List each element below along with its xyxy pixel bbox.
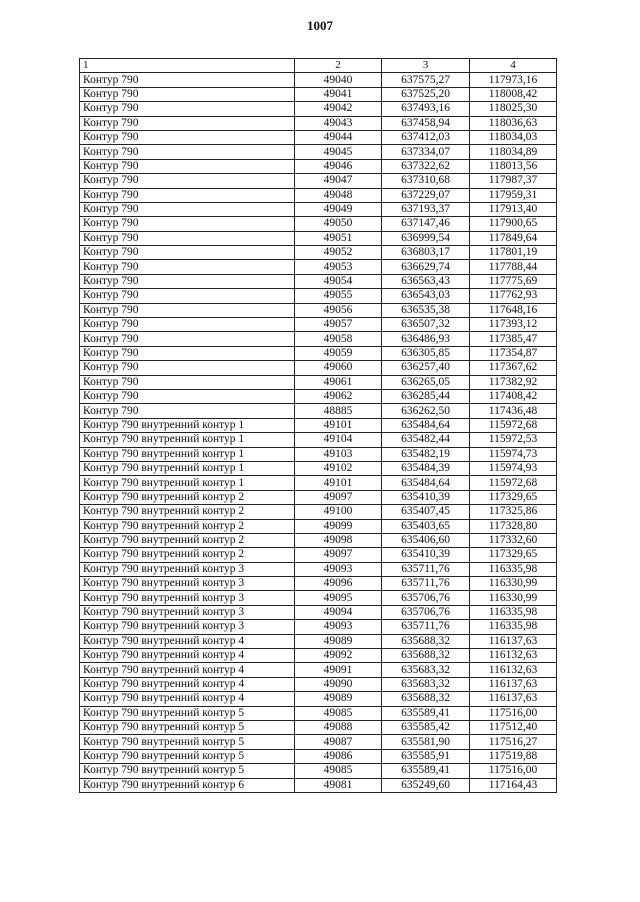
point-number-cell: 49085 xyxy=(295,706,382,720)
y-coordinate-cell: 116137,63 xyxy=(470,634,557,648)
header-col-2: 2 xyxy=(295,59,382,73)
x-coordinate-cell: 636305,85 xyxy=(382,346,470,360)
x-coordinate-cell: 637412,03 xyxy=(382,130,470,144)
contour-name-cell: Контур 790 внутренний контур 5 xyxy=(80,706,295,720)
x-coordinate-cell: 637147,46 xyxy=(382,217,470,231)
x-coordinate-cell: 636535,38 xyxy=(382,303,470,317)
contour-name-cell: Контур 790 xyxy=(80,318,295,332)
contour-name-cell: Контур 790 xyxy=(80,246,295,260)
point-number-cell: 49094 xyxy=(295,605,382,619)
point-number-cell: 49098 xyxy=(295,533,382,547)
x-coordinate-cell: 636486,93 xyxy=(382,332,470,346)
y-coordinate-cell: 117382,92 xyxy=(470,375,557,389)
y-coordinate-cell: 117973,16 xyxy=(470,73,557,87)
point-number-cell: 49056 xyxy=(295,303,382,317)
point-number-cell: 49089 xyxy=(295,634,382,648)
x-coordinate-cell: 635711,76 xyxy=(382,562,470,576)
table-row xyxy=(80,188,557,202)
x-coordinate-cell: 636999,54 xyxy=(382,231,470,245)
y-coordinate-cell: 115972,68 xyxy=(470,418,557,432)
point-number-cell: 49088 xyxy=(295,720,382,734)
contour-name-cell: Контур 790 xyxy=(80,375,295,389)
table-row xyxy=(80,461,557,475)
y-coordinate-cell: 117913,40 xyxy=(470,202,557,216)
x-coordinate-cell: 635585,91 xyxy=(382,749,470,763)
point-number-cell: 49053 xyxy=(295,260,382,274)
x-coordinate-cell: 637310,68 xyxy=(382,174,470,188)
coordinates-table xyxy=(79,58,557,793)
contour-name-cell: Контур 790 внутренний контур 5 xyxy=(80,735,295,749)
contour-name-cell: Контур 790 внутренний контур 3 xyxy=(80,562,295,576)
x-coordinate-cell: 635410,39 xyxy=(382,548,470,562)
contour-name-cell: Контур 790 xyxy=(80,289,295,303)
contour-name-cell: Контур 790 xyxy=(80,174,295,188)
x-coordinate-cell: 635706,76 xyxy=(382,591,470,605)
y-coordinate-cell: 117959,31 xyxy=(470,188,557,202)
contour-name-cell: Контур 790 xyxy=(80,231,295,245)
table-row xyxy=(80,346,557,360)
point-number-cell: 49091 xyxy=(295,663,382,677)
table-row xyxy=(80,289,557,303)
y-coordinate-cell: 117512,40 xyxy=(470,720,557,734)
contour-name-cell: Контур 790 внутренний контур 4 xyxy=(80,649,295,663)
contour-name-cell: Контур 790 внутренний контур 2 xyxy=(80,490,295,504)
x-coordinate-cell: 636265,05 xyxy=(382,375,470,389)
point-number-cell: 49086 xyxy=(295,749,382,763)
table-row xyxy=(80,490,557,504)
point-number-cell: 49041 xyxy=(295,87,382,101)
table-row xyxy=(80,706,557,720)
x-coordinate-cell: 635585,42 xyxy=(382,720,470,734)
header-col-1: 1 xyxy=(80,59,295,73)
x-coordinate-cell: 637193,37 xyxy=(382,202,470,216)
table-row xyxy=(80,720,557,734)
contour-name-cell: Контур 790 внутренний контур 1 xyxy=(80,418,295,432)
point-number-cell: 49060 xyxy=(295,361,382,375)
point-number-cell: 49103 xyxy=(295,447,382,461)
x-coordinate-cell: 635484,64 xyxy=(382,476,470,490)
table-row xyxy=(80,87,557,101)
contour-name-cell: Контур 790 внутренний контур 4 xyxy=(80,663,295,677)
point-number-cell: 49062 xyxy=(295,389,382,403)
table-row xyxy=(80,404,557,418)
point-number-cell: 49044 xyxy=(295,130,382,144)
contour-name-cell: Контур 790 xyxy=(80,303,295,317)
table-body xyxy=(80,73,557,793)
x-coordinate-cell: 635589,41 xyxy=(382,706,470,720)
table-row xyxy=(80,577,557,591)
point-number-cell: 49093 xyxy=(295,620,382,634)
table-row xyxy=(80,318,557,332)
table-row xyxy=(80,73,557,87)
y-coordinate-cell: 116330,99 xyxy=(470,591,557,605)
point-number-cell: 49096 xyxy=(295,577,382,591)
table-row xyxy=(80,634,557,648)
x-coordinate-cell: 636629,74 xyxy=(382,260,470,274)
contour-name-cell: Контур 790 внутренний контур 2 xyxy=(80,533,295,547)
y-coordinate-cell: 117801,19 xyxy=(470,246,557,260)
contour-name-cell: Контур 790 xyxy=(80,389,295,403)
y-coordinate-cell: 116335,98 xyxy=(470,562,557,576)
point-number-cell: 49100 xyxy=(295,505,382,519)
point-number-cell: 49055 xyxy=(295,289,382,303)
table-row xyxy=(80,202,557,216)
contour-name-cell: Контур 790 внутренний контур 2 xyxy=(80,505,295,519)
table-row xyxy=(80,375,557,389)
contour-name-cell: Контур 790 xyxy=(80,188,295,202)
point-number-cell: 48885 xyxy=(295,404,382,418)
contour-name-cell: Контур 790 внутренний контур 3 xyxy=(80,577,295,591)
point-number-cell: 49042 xyxy=(295,102,382,116)
x-coordinate-cell: 635407,45 xyxy=(382,505,470,519)
contour-name-cell: Контур 790 внутренний контур 1 xyxy=(80,433,295,447)
x-coordinate-cell: 635410,39 xyxy=(382,490,470,504)
table-header xyxy=(80,59,557,73)
table-row xyxy=(80,663,557,677)
contour-name-cell: Контур 790 xyxy=(80,159,295,173)
table-row xyxy=(80,476,557,490)
contour-name-cell: Контур 790 внутренний контур 2 xyxy=(80,519,295,533)
y-coordinate-cell: 117329,65 xyxy=(470,490,557,504)
y-coordinate-cell: 117367,62 xyxy=(470,361,557,375)
x-coordinate-cell: 637322,62 xyxy=(382,159,470,173)
contour-name-cell: Контур 790 внутренний контур 4 xyxy=(80,677,295,691)
x-coordinate-cell: 637334,07 xyxy=(382,145,470,159)
y-coordinate-cell: 117519,88 xyxy=(470,749,557,763)
x-coordinate-cell: 636285,44 xyxy=(382,389,470,403)
contour-name-cell: Контур 790 xyxy=(80,202,295,216)
x-coordinate-cell: 636262,50 xyxy=(382,404,470,418)
contour-name-cell: Контур 790 xyxy=(80,361,295,375)
table-row xyxy=(80,778,557,792)
contour-name-cell: Контур 790 xyxy=(80,404,295,418)
point-number-cell: 49087 xyxy=(295,735,382,749)
page-number: 1007 xyxy=(307,18,333,33)
x-coordinate-cell: 636563,43 xyxy=(382,274,470,288)
x-coordinate-cell: 635683,32 xyxy=(382,663,470,677)
y-coordinate-cell: 118034,03 xyxy=(470,130,557,144)
contour-name-cell: Контур 790 внутренний контур 3 xyxy=(80,591,295,605)
point-number-cell: 49102 xyxy=(295,461,382,475)
y-coordinate-cell: 115974,73 xyxy=(470,447,557,461)
point-number-cell: 49104 xyxy=(295,433,382,447)
point-number-cell: 49058 xyxy=(295,332,382,346)
point-number-cell: 49059 xyxy=(295,346,382,360)
point-number-cell: 49095 xyxy=(295,591,382,605)
table-row xyxy=(80,418,557,432)
point-number-cell: 49061 xyxy=(295,375,382,389)
table-row xyxy=(80,303,557,317)
table-row xyxy=(80,649,557,663)
contour-name-cell: Контур 790 внутренний контур 4 xyxy=(80,692,295,706)
contour-name-cell: Контур 790 xyxy=(80,102,295,116)
table-row xyxy=(80,533,557,547)
x-coordinate-cell: 637493,16 xyxy=(382,102,470,116)
x-coordinate-cell: 635484,39 xyxy=(382,461,470,475)
table-row xyxy=(80,246,557,260)
table-row xyxy=(80,116,557,130)
x-coordinate-cell: 635688,32 xyxy=(382,692,470,706)
table-row xyxy=(80,231,557,245)
x-coordinate-cell: 635688,32 xyxy=(382,649,470,663)
contour-name-cell: Контур 790 xyxy=(80,260,295,274)
table-row xyxy=(80,692,557,706)
x-coordinate-cell: 636543,03 xyxy=(382,289,470,303)
table-row xyxy=(80,562,557,576)
x-coordinate-cell: 635249,60 xyxy=(382,778,470,792)
y-coordinate-cell: 117393,12 xyxy=(470,318,557,332)
x-coordinate-cell: 636257,40 xyxy=(382,361,470,375)
table-row xyxy=(80,130,557,144)
point-number-cell: 49097 xyxy=(295,548,382,562)
x-coordinate-cell: 635403,65 xyxy=(382,519,470,533)
y-coordinate-cell: 117328,80 xyxy=(470,519,557,533)
contour-name-cell: Контур 790 внутренний контур 3 xyxy=(80,605,295,619)
y-coordinate-cell: 117788,44 xyxy=(470,260,557,274)
point-number-cell: 49089 xyxy=(295,692,382,706)
y-coordinate-cell: 117775,69 xyxy=(470,274,557,288)
contour-name-cell: Контур 790 внутренний контур 5 xyxy=(80,720,295,734)
table-row xyxy=(80,260,557,274)
x-coordinate-cell: 635711,76 xyxy=(382,577,470,591)
x-coordinate-cell: 637525,20 xyxy=(382,87,470,101)
x-coordinate-cell: 635683,32 xyxy=(382,677,470,691)
x-coordinate-cell: 635482,44 xyxy=(382,433,470,447)
x-coordinate-cell: 637229,07 xyxy=(382,188,470,202)
y-coordinate-cell: 116137,63 xyxy=(470,677,557,691)
y-coordinate-cell: 117849,64 xyxy=(470,231,557,245)
y-coordinate-cell: 115972,53 xyxy=(470,433,557,447)
contour-name-cell: Контур 790 xyxy=(80,217,295,231)
table-row xyxy=(80,677,557,691)
y-coordinate-cell: 117325,86 xyxy=(470,505,557,519)
y-coordinate-cell: 117516,00 xyxy=(470,764,557,778)
contour-name-cell: Контур 790 xyxy=(80,145,295,159)
table-row xyxy=(80,274,557,288)
y-coordinate-cell: 117164,43 xyxy=(470,778,557,792)
x-coordinate-cell: 637575,27 xyxy=(382,73,470,87)
point-number-cell: 49040 xyxy=(295,73,382,87)
point-number-cell: 49054 xyxy=(295,274,382,288)
y-coordinate-cell: 118034,89 xyxy=(470,145,557,159)
table-row xyxy=(80,764,557,778)
table-row xyxy=(80,591,557,605)
y-coordinate-cell: 117516,27 xyxy=(470,735,557,749)
y-coordinate-cell: 116330,99 xyxy=(470,577,557,591)
contour-name-cell: Контур 790 внутренний контур 1 xyxy=(80,447,295,461)
contour-name-cell: Контур 790 xyxy=(80,332,295,346)
x-coordinate-cell: 635688,32 xyxy=(382,634,470,648)
contour-name-cell: Контур 790 xyxy=(80,73,295,87)
table-row xyxy=(80,433,557,447)
point-number-cell: 49092 xyxy=(295,649,382,663)
table-row xyxy=(80,548,557,562)
contour-name-cell: Контур 790 внутренний контур 6 xyxy=(80,778,295,792)
point-number-cell: 49052 xyxy=(295,246,382,260)
x-coordinate-cell: 635406,60 xyxy=(382,533,470,547)
y-coordinate-cell: 117987,37 xyxy=(470,174,557,188)
point-number-cell: 49048 xyxy=(295,188,382,202)
point-number-cell: 49097 xyxy=(295,490,382,504)
contour-name-cell: Контур 790 внутренний контур 5 xyxy=(80,749,295,763)
contour-name-cell: Контур 790 внутренний контур 5 xyxy=(80,764,295,778)
y-coordinate-cell: 117332,60 xyxy=(470,533,557,547)
y-coordinate-cell: 117385,47 xyxy=(470,332,557,346)
table-row xyxy=(80,102,557,116)
table-row xyxy=(80,389,557,403)
y-coordinate-cell: 117354,87 xyxy=(470,346,557,360)
table-row xyxy=(80,217,557,231)
y-coordinate-cell: 116137,63 xyxy=(470,692,557,706)
point-number-cell: 49047 xyxy=(295,174,382,188)
header-row xyxy=(80,59,557,73)
point-number-cell: 49050 xyxy=(295,217,382,231)
table-row xyxy=(80,447,557,461)
x-coordinate-cell: 635581,90 xyxy=(382,735,470,749)
point-number-cell: 49057 xyxy=(295,318,382,332)
y-coordinate-cell: 117436,48 xyxy=(470,404,557,418)
header-col-4: 4 xyxy=(470,59,557,73)
y-coordinate-cell: 117329,65 xyxy=(470,548,557,562)
y-coordinate-cell: 117900,65 xyxy=(470,217,557,231)
table-row xyxy=(80,505,557,519)
table-row xyxy=(80,145,557,159)
contour-name-cell: Контур 790 xyxy=(80,346,295,360)
contour-name-cell: Контур 790 xyxy=(80,87,295,101)
table-row xyxy=(80,749,557,763)
y-coordinate-cell: 115972,68 xyxy=(470,476,557,490)
point-number-cell: 49101 xyxy=(295,418,382,432)
x-coordinate-cell: 636507,32 xyxy=(382,318,470,332)
contour-name-cell: Контур 790 внутренний контур 3 xyxy=(80,620,295,634)
contour-name-cell: Контур 790 xyxy=(80,130,295,144)
y-coordinate-cell: 118036,63 xyxy=(470,116,557,130)
point-number-cell: 49043 xyxy=(295,116,382,130)
y-coordinate-cell: 116335,98 xyxy=(470,605,557,619)
table-row xyxy=(80,174,557,188)
table-row xyxy=(80,332,557,346)
point-number-cell: 49045 xyxy=(295,145,382,159)
point-number-cell: 49051 xyxy=(295,231,382,245)
table-row xyxy=(80,519,557,533)
point-number-cell: 49090 xyxy=(295,677,382,691)
contour-name-cell: Контур 790 внутренний контур 1 xyxy=(80,476,295,490)
contour-name-cell: Контур 790 xyxy=(80,116,295,130)
x-coordinate-cell: 636803,17 xyxy=(382,246,470,260)
contour-name-cell: Контур 790 внутренний контур 1 xyxy=(80,461,295,475)
y-coordinate-cell: 117762,93 xyxy=(470,289,557,303)
x-coordinate-cell: 635711,76 xyxy=(382,620,470,634)
y-coordinate-cell: 117516,00 xyxy=(470,706,557,720)
y-coordinate-cell: 118013,56 xyxy=(470,159,557,173)
point-number-cell: 49046 xyxy=(295,159,382,173)
x-coordinate-cell: 637458,94 xyxy=(382,116,470,130)
contour-name-cell: Контур 790 внутренний контур 4 xyxy=(80,634,295,648)
x-coordinate-cell: 635706,76 xyxy=(382,605,470,619)
y-coordinate-cell: 117648,16 xyxy=(470,303,557,317)
y-coordinate-cell: 116335,98 xyxy=(470,620,557,634)
table-row xyxy=(80,620,557,634)
x-coordinate-cell: 635484,64 xyxy=(382,418,470,432)
point-number-cell: 49101 xyxy=(295,476,382,490)
table-row xyxy=(80,361,557,375)
contour-name-cell: Контур 790 xyxy=(80,274,295,288)
header-col-3: 3 xyxy=(382,59,470,73)
y-coordinate-cell: 118025,30 xyxy=(470,102,557,116)
point-number-cell: 49049 xyxy=(295,202,382,216)
x-coordinate-cell: 635589,41 xyxy=(382,764,470,778)
y-coordinate-cell: 116132,63 xyxy=(470,663,557,677)
table-row xyxy=(80,159,557,173)
y-coordinate-cell: 117408,42 xyxy=(470,389,557,403)
point-number-cell: 49081 xyxy=(295,778,382,792)
table-row xyxy=(80,735,557,749)
y-coordinate-cell: 116132,63 xyxy=(470,649,557,663)
point-number-cell: 49093 xyxy=(295,562,382,576)
y-coordinate-cell: 118008,42 xyxy=(470,87,557,101)
point-number-cell: 49085 xyxy=(295,764,382,778)
contour-name-cell: Контур 790 внутренний контур 2 xyxy=(80,548,295,562)
x-coordinate-cell: 635482,19 xyxy=(382,447,470,461)
point-number-cell: 49099 xyxy=(295,519,382,533)
y-coordinate-cell: 115974,93 xyxy=(470,461,557,475)
table-row xyxy=(80,605,557,619)
